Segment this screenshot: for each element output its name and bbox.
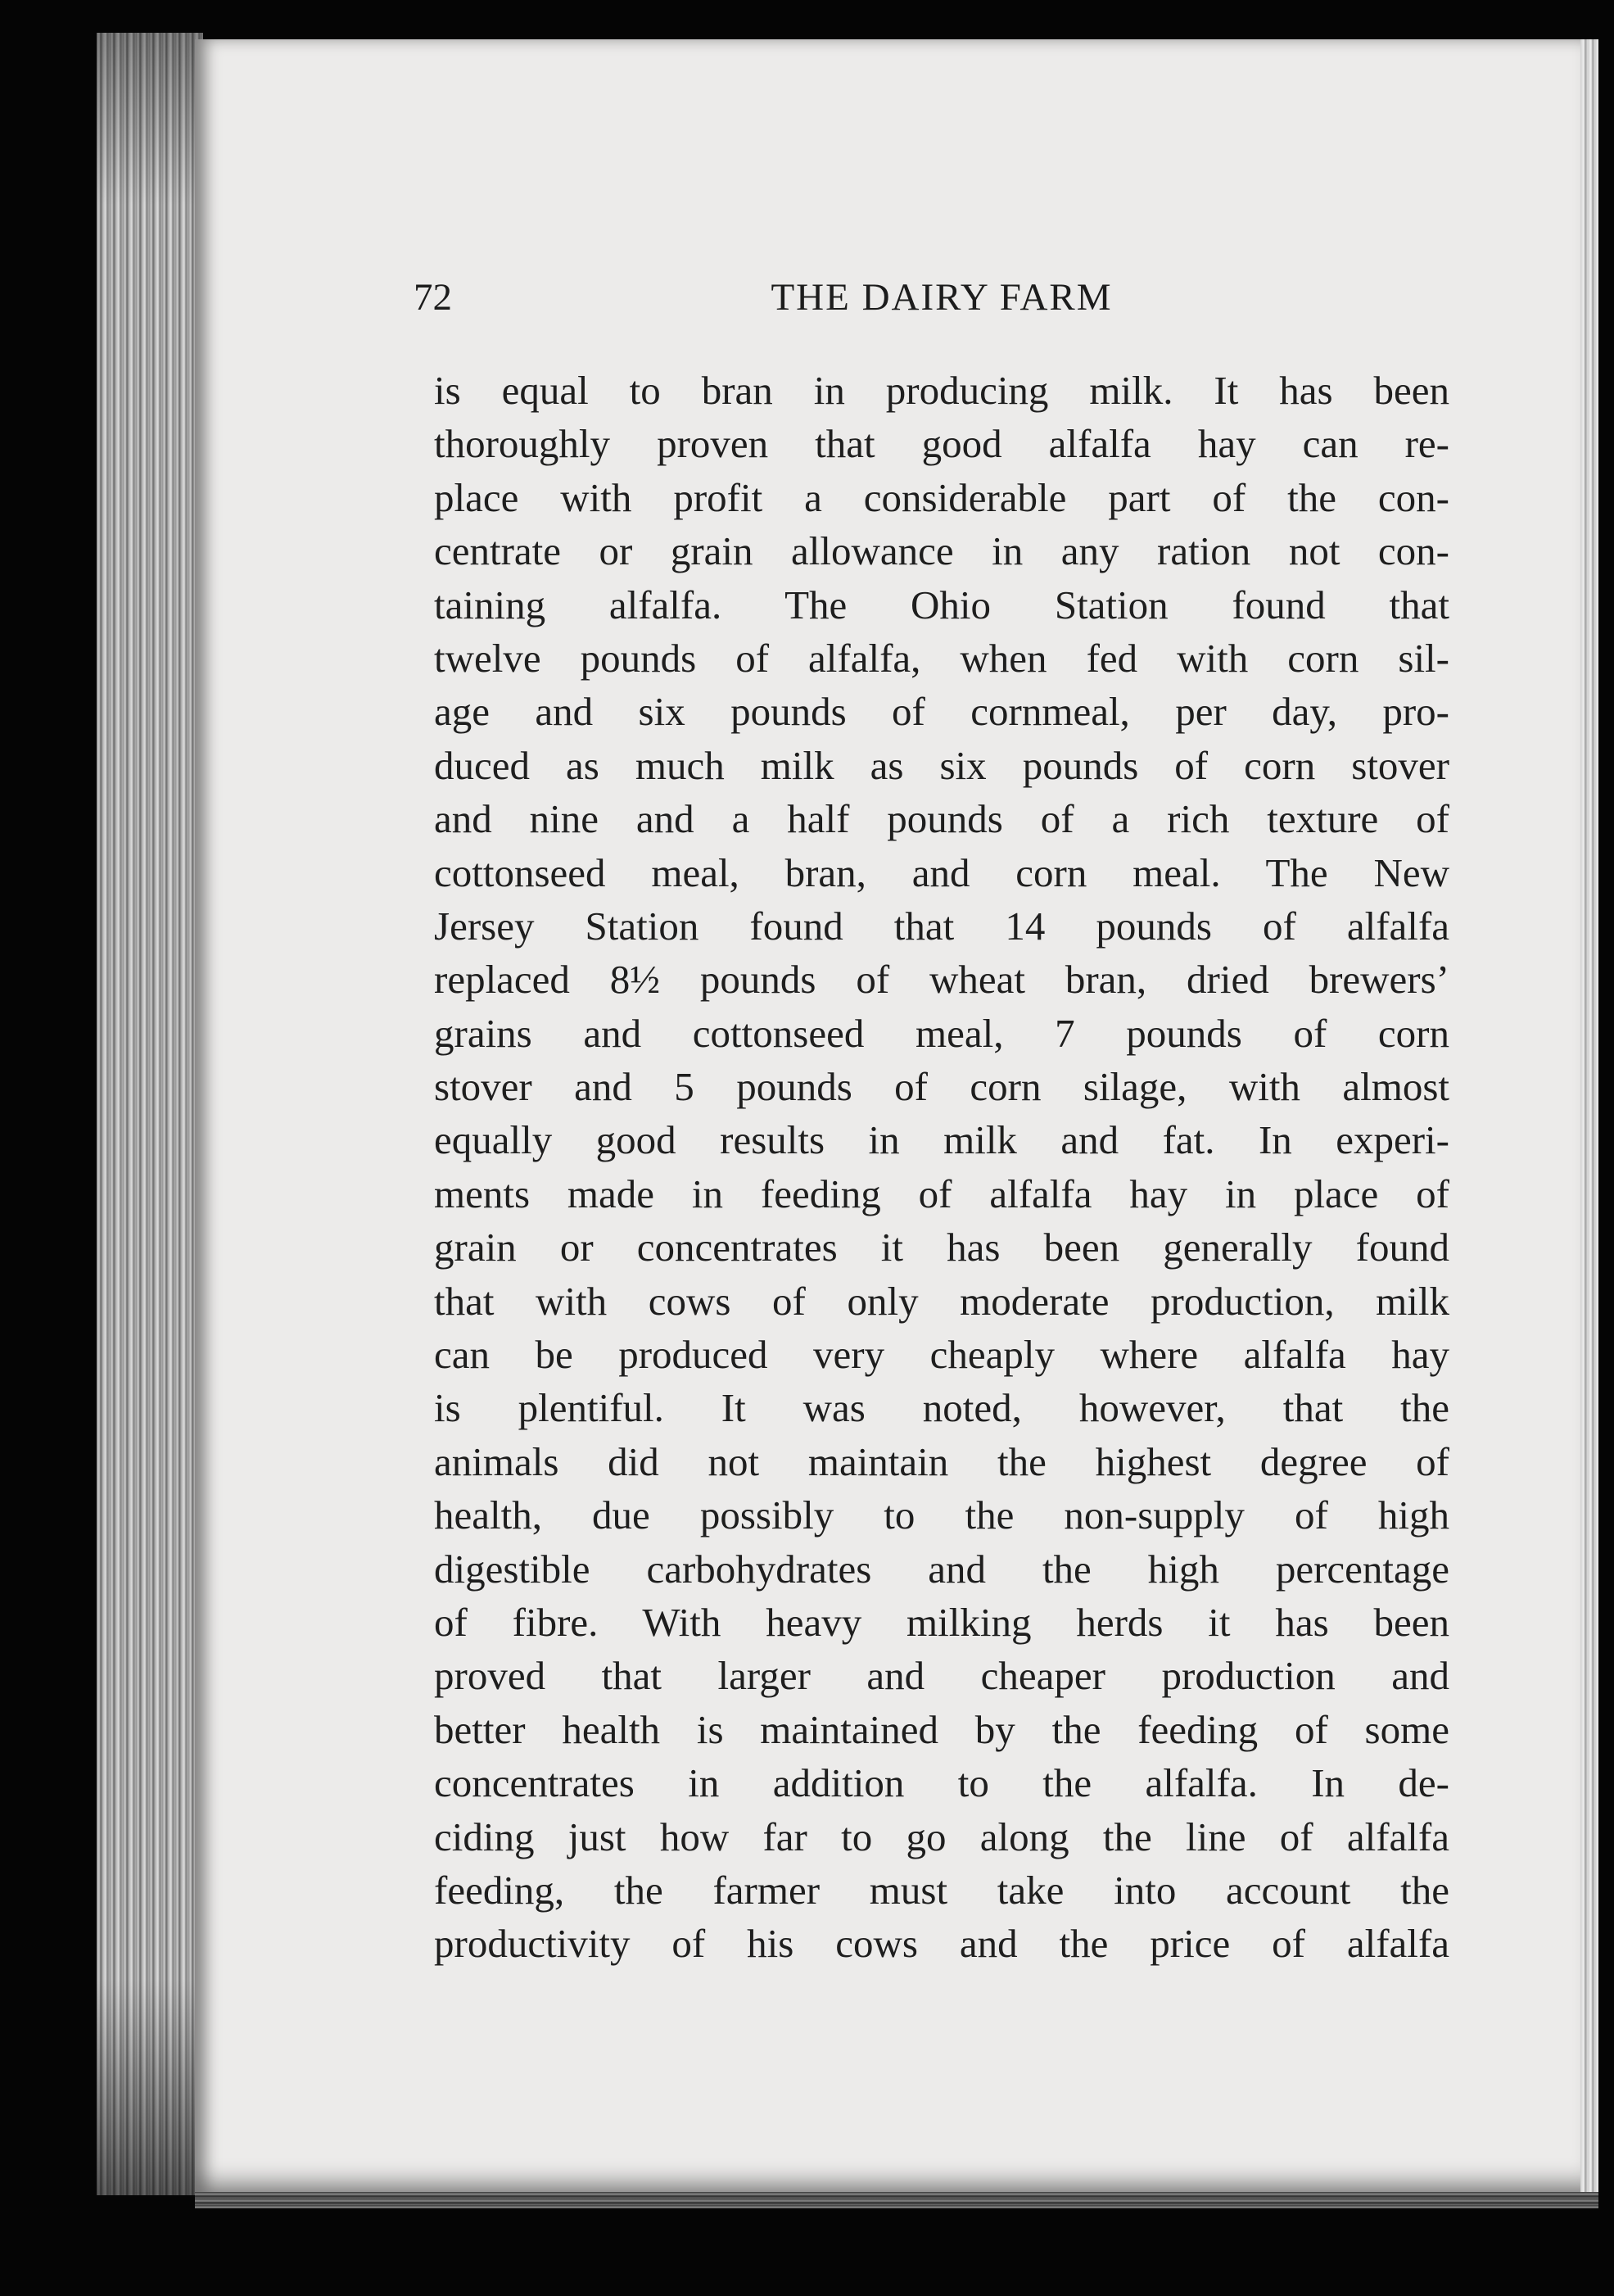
text-line: Jersey Station found that 14 pounds of alfalfa <box>434 903 1449 949</box>
text-line: ciding just how far to go along the line of alfalfa <box>434 1814 1449 1859</box>
text-line: proved that larger and cheaper production and <box>434 1653 1449 1699</box>
text-line: centrate or grain allowance in any ration not con- <box>434 528 1449 574</box>
body-paragraph <box>434 364 1449 1971</box>
text-line: replaced 8½ pounds of wheat bran, dried brewers’ <box>434 957 1449 1003</box>
text-line: grains and cottonseed meal, 7 pounds of corn <box>434 1010 1449 1056</box>
text-line: grain or concentrates it has been generally found <box>434 1225 1449 1270</box>
text-line: taining alfalfa. The Ohio Station found that <box>434 582 1449 627</box>
text-line: is plentiful. It was noted, however, that the <box>434 1385 1449 1431</box>
text-line: can be produced very cheaply where alfalfa hay <box>434 1332 1449 1378</box>
text-line: that with cows of only moderate production, milk <box>434 1278 1449 1324</box>
page-bottom-edge <box>195 2192 1598 2208</box>
text-line: duced as much milk as six pounds of corn stover <box>434 742 1449 788</box>
text-line: health, due possibly to the non-supply of high <box>434 1492 1449 1538</box>
text-line: thoroughly proven that good alfalfa hay can re- <box>434 421 1449 467</box>
text-line: concentrates in addition to the alfalfa. In de- <box>434 1760 1449 1806</box>
text-line: and nine and a half pounds of a rich texture of <box>434 796 1449 842</box>
text-line: twelve pounds of alfalfa, when fed with corn sil- <box>434 635 1449 681</box>
text-line: of fibre. With heavy milking herds it has been <box>434 1599 1449 1645</box>
text-line: is equal to bran in producing milk. It has been <box>434 368 1449 413</box>
text-line: animals did not maintain the highest degree of <box>434 1438 1449 1484</box>
page-number: 72 <box>414 276 452 319</box>
running-head: THE DAIRY FARM <box>771 276 1113 319</box>
text-line: place with profit a considerable part of the con- <box>434 474 1449 520</box>
text-line: digestible carbohydrates and the high percentage <box>434 1546 1449 1592</box>
text-line: feeding, the farmer must take into account the <box>434 1867 1449 1913</box>
text-line: cottonseed meal, bran, and corn meal. The New <box>434 849 1449 895</box>
text-line: age and six pounds of cornmeal, per day, pro- <box>434 689 1449 735</box>
text-line: productivity of his cows and the price of alfalfa <box>434 1921 1449 1967</box>
text-line: equally good results in milk and fat. In experi- <box>434 1117 1449 1163</box>
text-line: stover and 5 pounds of corn silage, with almost <box>434 1064 1449 1110</box>
text-line: ments made in feeding of alfalfa hay in place of <box>434 1171 1449 1216</box>
page-right-edge <box>1580 39 1598 2192</box>
text-line: better health is maintained by the feeding of some <box>434 1706 1449 1752</box>
page-header <box>414 264 1470 329</box>
